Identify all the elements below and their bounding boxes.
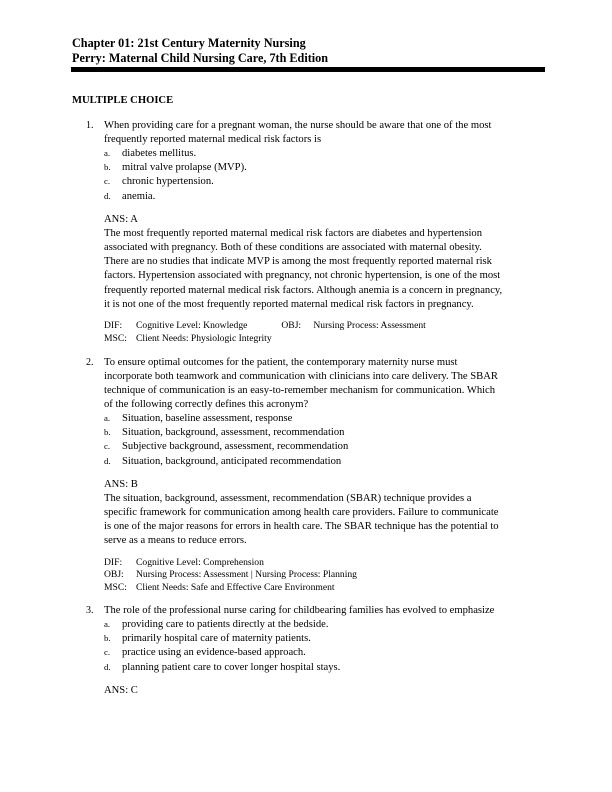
answer-key: ANS: B (104, 478, 138, 490)
dif-label: DIF: (104, 320, 123, 332)
option-text: providing care to patients directly at the bedside. (122, 619, 329, 630)
difficulty: Cognitive Level: Knowledge (136, 320, 248, 332)
client-needs: Client Needs: Safe and Effective Care Environment (136, 581, 335, 593)
question-1 (72, 119, 562, 345)
question-3 (72, 604, 562, 698)
option-list (104, 147, 562, 204)
option-letter: c. (104, 441, 111, 452)
option-letter: b. (104, 633, 111, 644)
option-text: primarily hospital care of maternity patients. (122, 633, 311, 645)
option-list (104, 618, 562, 675)
option-c (104, 440, 562, 454)
question-metadata (104, 557, 562, 595)
client-needs: Client Needs: Physiologic Integrity (136, 332, 272, 344)
question-2 (72, 356, 562, 594)
answer-key: ANS: C (104, 684, 138, 696)
question-number: 2. (86, 357, 94, 368)
msc-label: MSC: (104, 332, 127, 344)
option-b (104, 426, 562, 440)
option-text: Situation, baseline assessment, response (122, 413, 293, 424)
book-title: Perry: Maternal Child Nursing Care, 7th Edition (72, 51, 329, 65)
option-text: diabetes mellitus. (122, 148, 197, 159)
option-letter: d. (104, 661, 111, 672)
obj-label: OBJ: (104, 569, 124, 581)
option-text: chronic hypertension. (122, 176, 214, 188)
question-number: 3. (86, 605, 94, 616)
option-text: planning patient care to cover longer hospital stays. (122, 661, 341, 673)
rationale: The situation, background, assessment, recommendation (SBAR) technique provides a specific framework for communication among health care providers. Failure to communicate is one of the major reasons for errors in health care. The SBAR technique has the potential to serve as a means to reduce errors. (104, 492, 499, 547)
section-heading: MULTIPLE CHOICE (72, 95, 174, 106)
option-letter: b. (104, 162, 111, 173)
difficulty: Cognitive Level: Comprehension (136, 556, 264, 568)
question-number: 1. (86, 120, 94, 131)
option-b (104, 632, 562, 646)
option-letter: b. (104, 427, 111, 438)
option-letter: a. (104, 413, 111, 423)
document-header (72, 36, 542, 66)
option-text: practice using an evidence-based approach. (122, 647, 306, 659)
objective: Nursing Process: Assessment | Nursing Process: Planning (136, 569, 357, 581)
option-text: Subjective background, assessment, recommendation (122, 441, 349, 453)
option-d (104, 455, 562, 469)
question-metadata (104, 320, 562, 345)
option-d (104, 661, 562, 675)
question-stem: When providing care for a pregnant woman, the nurse should be aware that one of the most frequently reported maternal medical risk factors is (104, 120, 492, 145)
answer-key: ANS: A (104, 213, 138, 225)
option-d (104, 190, 562, 204)
chapter-title: Chapter 01: 21st Century Maternity Nursing (72, 36, 306, 50)
option-c (104, 646, 562, 660)
obj-label: OBJ: (281, 320, 302, 332)
option-text: Situation, background, anticipated recommendation (122, 455, 342, 467)
dif-label: DIF: (104, 556, 123, 568)
option-c (104, 175, 562, 189)
option-letter: a. (104, 619, 111, 629)
option-letter: c. (104, 647, 111, 658)
objective: Nursing Process: Assessment (313, 320, 426, 332)
option-a (104, 618, 562, 632)
option-text: Situation, background, assessment, recommendation (122, 427, 345, 439)
option-text: anemia. (122, 190, 156, 202)
rationale: The most frequently reported maternal medical risk factors are diabetes and hypertension associated with pregnancy. Both of these conditions are associated with maternal obesity. There are no studies that indicate MVP is among the most frequently reported maternal risk factors. Hypertension associated with pregnancy, not chronic hypertension, is one of the most frequently reported maternal medical risk factors. Although anemia is a concern in pregnancy, it is not one of the most frequently reported maternal medical risk factors in pregnancy. (104, 227, 503, 310)
option-text: mitral valve prolapse (MVP). (122, 162, 247, 174)
header-rule (71, 67, 545, 72)
question-stem: To ensure optimal outcomes for the patient, the contemporary maternity nurse must incorporate both teamwork and communication with clinicians into care delivery. The SBAR technique of communication is an easy-to-remember mechanism for communication. Which of the following correctly defines this acronym? (104, 357, 498, 410)
option-a (104, 412, 562, 426)
option-letter: c. (104, 176, 111, 187)
option-b (104, 161, 562, 175)
option-list (104, 412, 562, 469)
option-letter: a. (104, 148, 111, 158)
option-letter: d. (104, 455, 111, 466)
question-stem: The role of the professional nurse caring for childbearing families has evolved to emphasize (104, 605, 495, 616)
option-letter: d. (104, 190, 111, 201)
msc-label: MSC: (104, 581, 127, 593)
option-a (104, 147, 562, 161)
